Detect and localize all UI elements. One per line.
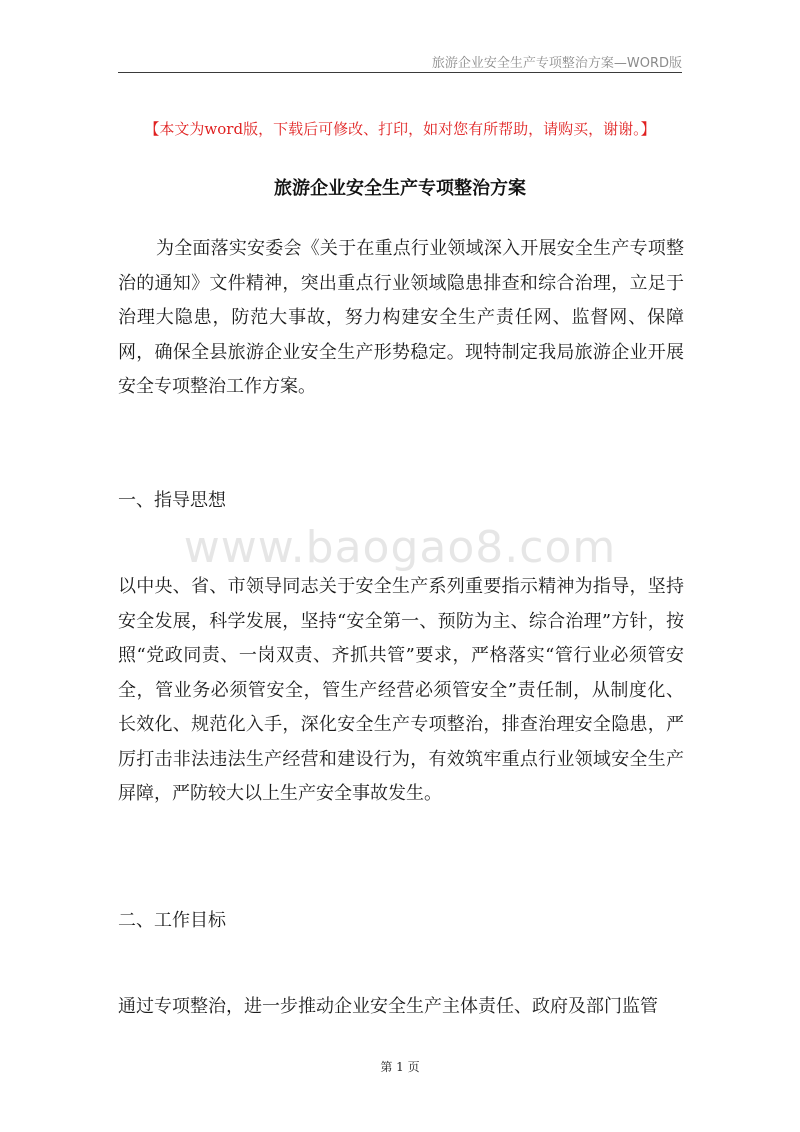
- section-heading-work-goals: 二、工作目标: [118, 910, 226, 931]
- work-goals-paragraph: 通过专项整治，进一步推动企业安全生产主体责任、政府及部门监管: [118, 996, 658, 1017]
- intro-paragraph: 为全面落实安委会《关于在重点行业领域深入开展安全生产专项整治的通知》文件精神，突出重点行业领域隐患排查和综合治理，立足于治理大隐患，防范大事故，努力构建安全生产责任网、监督网、保障网，确保全县旅游企业安全生产形势稳定。现特制定我局旅游企业开展安全专项整治工作方案。: [118, 238, 684, 397]
- section-heading-guiding-ideology: 一、指导思想: [118, 490, 226, 511]
- guiding-ideology-paragraph: 以中央、省、市领导同志关于安全生产系列重要指示精神为指导，坚持安全发展，科学发展，坚持“安全第一、预防为主、综合治理”方针，按照“党政同责、一岗双责、齐抓共管”要求，严格落实“管行业必须管安全，管业务必须管安全，管生产经营必须管安全”责任制，从制度化、长效化、规范化入手，深化安全生产专项整治，排查治理安全隐患，严厉打击非法违法生产经营和建设行为，有效筑牢重点行业领域安全生产屏障，严防较大以上生产安全事故发生。: [118, 576, 684, 804]
- running-header: 旅游企业安全生产专项整治方案—WORD版: [431, 56, 682, 71]
- header-divider: [118, 72, 682, 73]
- site-watermark: www.baogao8.com: [183, 522, 617, 573]
- document-title: 旅游企业安全生产专项整治方案: [274, 178, 526, 199]
- download-notice: 【本文为word版，下载后可修改、打印，如对您有所帮助，请购买，谢谢。】: [144, 120, 656, 138]
- page-number: 第 1 页: [380, 1060, 420, 1074]
